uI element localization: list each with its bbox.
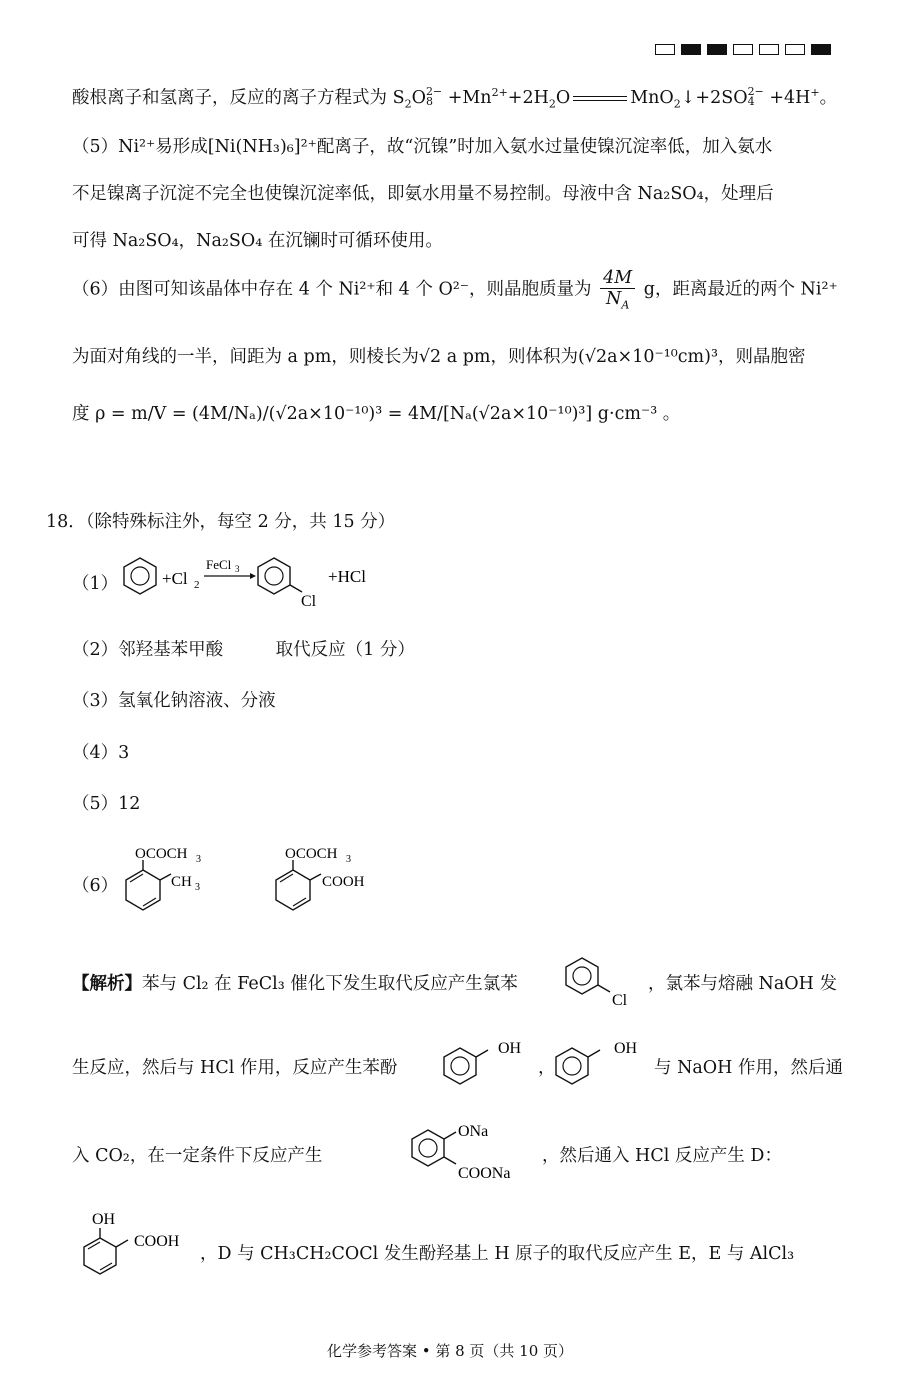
q18-answer-2: （2）邻羟基苯甲酸 取代反应（1 分）	[72, 640, 415, 660]
analysis-line2b: ，	[538, 1058, 556, 1078]
svg-text:FeCl: FeCl	[206, 557, 232, 572]
sodium-salicylate-structure	[408, 1118, 548, 1188]
mark-empty	[655, 44, 675, 55]
mark-filled	[707, 44, 727, 55]
ionic-equation: $S_2O2-$ $8 +Mn^{2+}+2H_2O$ MnO$_2$↓+2SO2− 4 +4H+。	[392, 85, 838, 111]
svg-text:+Cl: +Cl	[162, 569, 188, 588]
mark-empty	[733, 44, 753, 55]
phenol-structure-2	[552, 1036, 647, 1091]
svg-text:OH: OH	[498, 1040, 522, 1057]
p5-line3: 可得 Na₂SO₄，Na₂SO₄ 在沉镧时可循环使用。	[72, 231, 443, 251]
q18-answer-4: （4）3	[72, 743, 130, 763]
svg-text:CH: CH	[171, 874, 192, 890]
phenol-structure	[440, 1036, 530, 1091]
p6-line3: 度 ρ = m/V = (4M/Nₐ)/(√2a×10⁻¹⁰)³ = 4M/[Nₐ(√2a×10⁻¹⁰)³] g·cm⁻³ 。	[72, 404, 681, 424]
svg-text:COOH: COOH	[322, 874, 365, 890]
header-marks	[655, 44, 831, 55]
q18-answer-5: （5）12	[72, 794, 141, 814]
p6-line1: （6）由图可知该晶体中存在 4 个 Ni²⁺和 4 个 O²⁻，则晶胞质量为 $\frac{4M}{N_A}$ g，距离最近的两个 Ni²⁺	[72, 268, 838, 312]
svg-text:3: 3	[196, 854, 201, 865]
p5-line1: （5）Ni²⁺易形成[Ni(NH₃)₆]²⁺配离子，故“沉镍”时加入氨水过量使镍沉淀率低，加入氨水	[72, 137, 773, 157]
analysis-line3a: 入 CO₂，在一定条件下反应产生	[72, 1146, 323, 1166]
reaction-chlorination	[118, 552, 398, 612]
analysis-line3b: ，然后通入 HCl 反应产生 D：	[542, 1146, 782, 1166]
svg-text:3: 3	[235, 564, 240, 574]
mass-fraction: $\frac{4M}{N_A}$	[600, 268, 635, 312]
analysis-line1a: 【解析】苯与 Cl₂ 在 FeCl₃ 催化下发生取代反应产生氯苯	[72, 974, 518, 994]
p5-line2: 不足镍离子沉淀不完全也使镍沉淀率低，即氨水用量不易控制。母液中含 Na₂SO₄，处理后	[72, 184, 774, 204]
mark-filled	[811, 44, 831, 55]
mark-filled	[681, 44, 701, 55]
svg-text:Cl: Cl	[612, 992, 628, 1009]
answer-6-structures	[115, 838, 415, 923]
svg-text:3: 3	[346, 854, 351, 865]
q18-answer-6-label: （6）	[72, 876, 119, 896]
mark-empty	[759, 44, 779, 55]
svg-text:2: 2	[194, 579, 200, 591]
svg-text:COOH: COOH	[134, 1233, 180, 1250]
chlorobenzene-structure	[562, 952, 642, 1010]
svg-text:+HCl: +HCl	[328, 567, 366, 586]
svg-text:OCOCH: OCOCH	[285, 846, 338, 862]
svg-text:3: 3	[195, 882, 200, 893]
svg-text:OCOCH: OCOCH	[135, 846, 188, 862]
q18-answer-3: （3）氢氧化钠溶液、分液	[72, 691, 276, 711]
salicylic-acid-structure	[76, 1206, 206, 1286]
p6-line2: 为面对角线的一半，间距为 a pm，则棱长为√2 a pm，则体积为(√2a×10⁻¹⁰cm)³，则晶胞密	[72, 347, 806, 367]
analysis-line2a: 生反应，然后与 HCl 作用，反应产生苯酚	[72, 1058, 398, 1078]
p4-line: 酸根离子和氢离子，反应的离子方程式为 $S_2O2-$ $8 +Mn^{2+}+2H_2O$ MnO$_2$↓+2SO2− 4 +4H+。	[72, 85, 838, 111]
svg-text:OH: OH	[614, 1040, 638, 1057]
analysis-line2c: 与 NaOH 作用，然后通	[654, 1058, 843, 1078]
mark-empty	[785, 44, 805, 55]
analysis-line1b: ，氯苯与熔融 NaOH 发	[648, 974, 837, 994]
analysis-line4: ，D 与 CH₃CH₂COCl 发生酚羟基上 H 原子的取代反应产生 E，E 与 AlCl₃	[200, 1244, 795, 1264]
svg-text:OH: OH	[92, 1211, 116, 1228]
q18-title: 18．（除特殊标注外，每空 2 分，共 15 分）	[46, 512, 396, 532]
page-footer: 化学参考答案 • 第 8 页（共 10 页）	[326, 1342, 574, 1360]
q18-answer-1-label: （1）	[72, 574, 119, 594]
svg-text:ONa: ONa	[458, 1123, 489, 1140]
svg-text:Cl: Cl	[301, 593, 317, 610]
svg-text:COONa: COONa	[458, 1165, 511, 1182]
